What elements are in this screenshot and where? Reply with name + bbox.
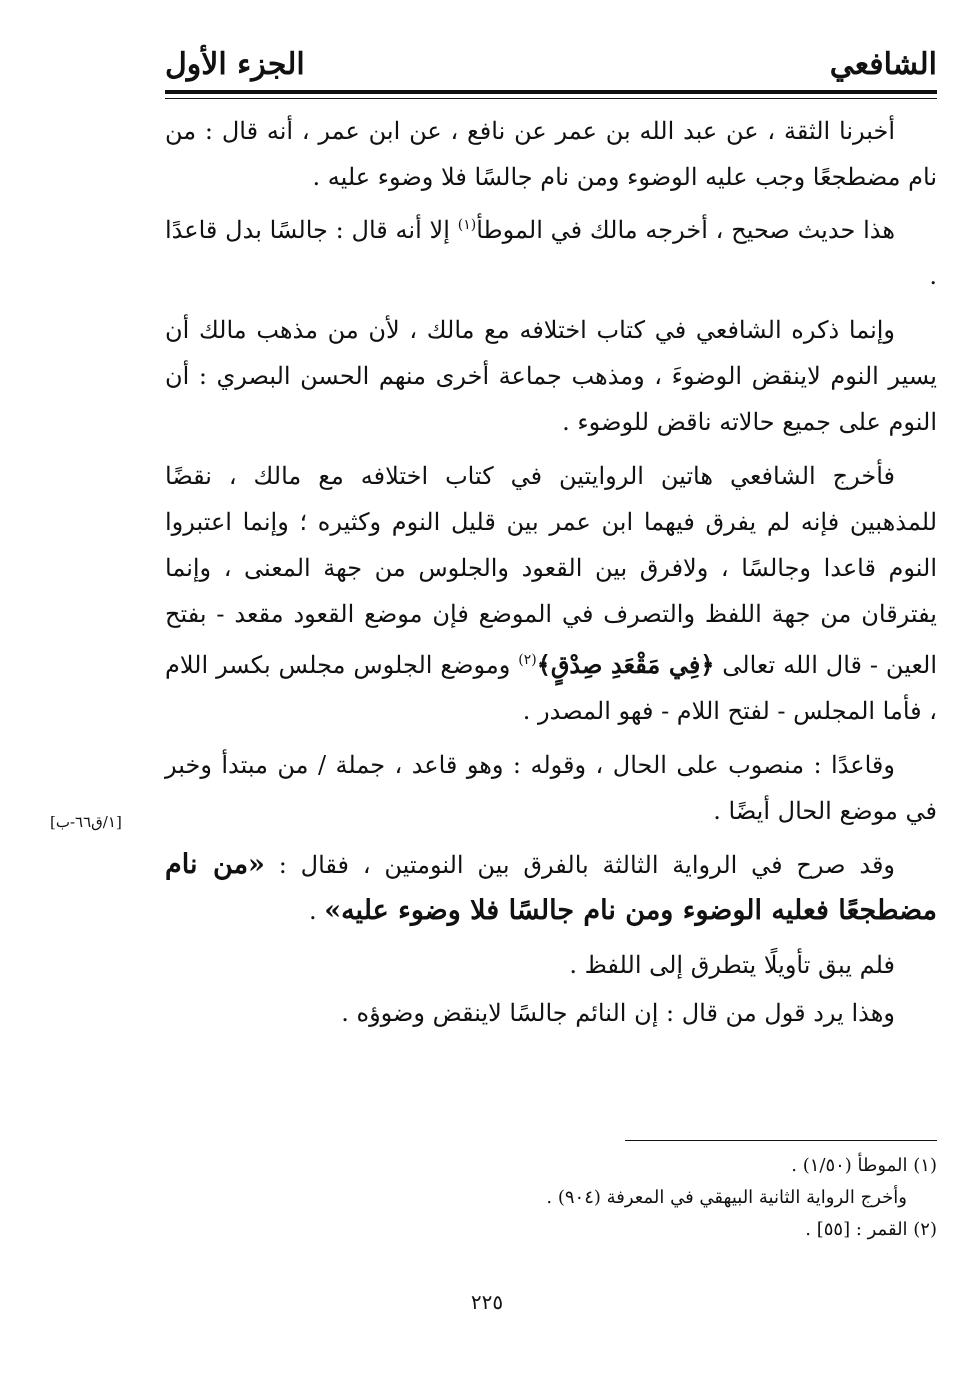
footnote-2: (٢) القمر : [٥٥] . <box>805 1219 937 1240</box>
paragraph-explanation: وإنما ذكره الشافعي في كتاب اختلافه مع مالك ، لأن من مذهب مالك أن يسير النوم لاينقض الوضوءَ ، ومذهب جماعة أخرى منهم الحسن البصري : أن النوم على جميع حالاته ناقض للوضوء . <box>165 316 937 436</box>
takhrij-text-b: إلا أنه قال : جالسًا بدل قاعدًا . <box>165 216 937 290</box>
footnote-ref-1: (١) <box>457 217 477 233</box>
paragraph-hadith: أخبرنا الثقة ، عن عبد الله بن عمر عن نافع ، عن ابن عمر ، أنه قال : من نام مضطجعًا وجب عليه الوضوء ومن نام جالسًا فلا وضوء عليه . <box>165 117 937 191</box>
header-book-title: الشافعي <box>829 46 937 82</box>
takhrij-text-a: هذا حديث صحيح ، أخرجه مالك في الموطأ <box>476 216 895 244</box>
running-head <box>165 40 937 88</box>
footnotes <box>165 1150 937 1246</box>
header-volume: الجزء الأول <box>165 46 305 82</box>
analysis-text-b: وموضع الجلوس مجلس بكسر اللام ، فأما المجلس - لفتح اللام - فهو المصدر . <box>165 651 937 725</box>
paragraph-analysis <box>165 453 937 734</box>
footnote-separator <box>625 1140 937 1141</box>
analysis-text-a: فأخرج الشافعي هاتين الروايتين في كتاب اختلافه مع مالك ، نقضًا للمذهبين فإنه لم يفرق فيهما ابن عمر بين قليل النوم وكثيره ؛ وإنما اعتبروا النوم قاعدا وجالسًا ، ولافرق بين القعود والجلوس من جهة المعنى ، وإنما يفترقان من جهة اللفظ والتصرف في الموضع فإن موضع القعود مقعد - بفتح العين - قال الله تعالى <box>165 462 937 679</box>
quran-verse: ﴿فِي مَقْعَدِ صِدْقٍ﴾ <box>536 650 715 679</box>
paragraph-conclusion: فلم يبق تأويلًا يتطرق إلى اللفظ . <box>569 951 895 979</box>
paragraph-refutation: وهذا يرد قول من قال : إن النائم جالسًا لاينقض وضوؤه . <box>341 999 895 1027</box>
third-narration-quote: «من نام مضطجعًا فعليه الوضوء ومن نام جالسًا فلا وضوء عليه» <box>165 849 937 926</box>
main-text <box>165 108 937 1044</box>
header-rule-thin <box>165 98 937 99</box>
paragraph-takhrij <box>165 202 937 299</box>
paragraph-grammar: وقاعدًا : منصوب على الحال ، وقوله : وهو قاعد ، جملة / من مبتدأ وخبر في موضع الحال أيضًا . <box>165 751 937 825</box>
third-narration-intro: وقد صرح في الرواية الثالثة بالفرق بين النومتين ، فقال : <box>264 851 896 879</box>
footnote-ref-2: (٢) <box>518 652 537 668</box>
footnote-1: (١) الموطأ (١/٥٠) . <box>791 1155 937 1176</box>
header-rule-thick <box>165 90 937 94</box>
manuscript-folio-marker: [١/ق٦٦-ب] <box>50 813 122 831</box>
third-narration-end: . <box>308 897 325 925</box>
page-number: ٢٢٥ <box>470 1290 504 1314</box>
footnote-1-continuation: وأخرج الرواية الثانية البيهقي في المعرفة (٩٠٤) . <box>546 1187 907 1208</box>
paragraph-third-narration <box>165 842 937 934</box>
